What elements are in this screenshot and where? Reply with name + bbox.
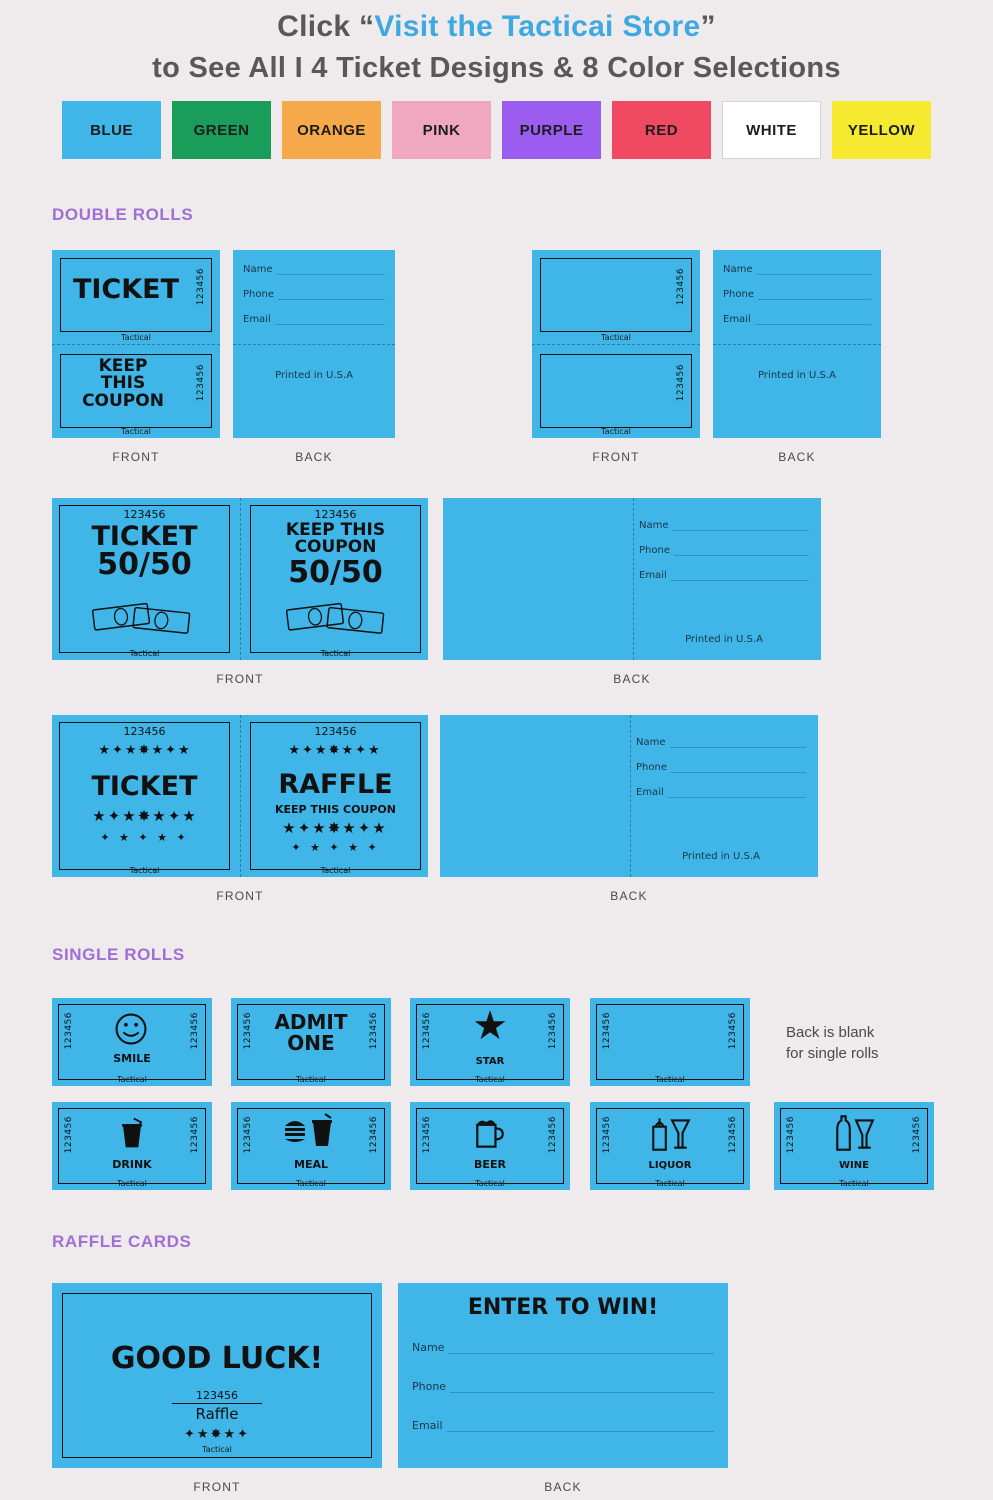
serial-right: 123456 [548, 1116, 558, 1154]
caption-back: BACK [613, 672, 651, 686]
swatch-label: PINK [422, 121, 461, 139]
serial-left: 123456 [602, 1116, 612, 1154]
note-line-2: for single rolls [786, 1045, 879, 1062]
field-phone [243, 289, 385, 300]
field-line[interactable] [758, 289, 871, 300]
brand-mark: Tactical [129, 649, 160, 658]
back-field-group [723, 264, 871, 339]
stars-bottom-right-2: ✦ ★ ✦ ★ ✦ [291, 841, 380, 854]
field-email [636, 787, 806, 798]
header-quote-close: ” [700, 10, 716, 43]
perforation [240, 498, 241, 660]
swatch-label: YELLOW [847, 121, 916, 139]
field-name [412, 1341, 714, 1354]
field-line[interactable] [671, 570, 809, 581]
double-roll-1-back [233, 250, 395, 438]
swatch-label: GREEN [193, 121, 250, 139]
printed-in-usa: Printed in U.S.A [682, 851, 760, 862]
serial-right: 123456 [190, 1116, 200, 1154]
double-roll-2-front [532, 250, 700, 438]
field-phone [723, 289, 871, 300]
brand-mark: Tactical [320, 649, 351, 658]
coupon-serial-vertical: 123456 [196, 364, 206, 402]
double-roll-raffle-front [52, 715, 428, 877]
cup-icon [114, 1114, 150, 1152]
printed-in-usa: Printed in U.S.A [275, 370, 353, 381]
serial-right: 123456 [728, 1012, 738, 1050]
ticket-serial-vertical: 123456 [196, 268, 206, 306]
back-field-group [412, 1341, 714, 1446]
field-email [412, 1419, 714, 1432]
serial-right: 123456 [314, 725, 357, 738]
ticket-inner-border [540, 354, 692, 428]
field-line[interactable] [275, 314, 385, 325]
swatch-label: PURPLE [519, 121, 584, 139]
field-line[interactable] [668, 787, 806, 798]
note-line-1: Back is blank [786, 1024, 875, 1041]
field-name [723, 264, 871, 275]
divider [172, 1403, 262, 1404]
brand-mark: Tactical [475, 1179, 505, 1188]
smiley-icon [114, 1012, 148, 1046]
star-icon: ★ [472, 1003, 508, 1049]
brand-mark: Tactical [117, 1075, 147, 1084]
caption-front: FRONT [112, 450, 160, 464]
back-field-group [636, 737, 806, 812]
label: BEER [474, 1158, 506, 1171]
double-roll-2-back [713, 250, 881, 438]
serial-left: 123456 [243, 1116, 253, 1154]
field-line[interactable] [757, 264, 871, 275]
single-roll-wine [774, 1102, 934, 1190]
coupon-words [64, 358, 182, 410]
burger-drink-icon [281, 1112, 341, 1152]
field-label: Name [636, 737, 666, 748]
field-line[interactable] [755, 314, 871, 325]
field-line[interactable] [277, 264, 385, 275]
caption-back: BACK [610, 889, 648, 903]
swatch-green[interactable] [172, 101, 271, 159]
brand-mark: Tactical [121, 333, 151, 342]
section-title-double-rolls: DOUBLE ROLLS [52, 205, 194, 224]
title-left [59, 521, 230, 583]
stars-top-right: ★✦★✸★✦★ [288, 743, 382, 758]
single-roll-admit-one [231, 998, 391, 1086]
section-title-raffle-cards: RAFFLE CARDS [52, 1232, 192, 1251]
field-line[interactable] [671, 762, 806, 773]
subtitle-right: KEEP THIS COUPON [275, 803, 396, 816]
single-roll-blank [590, 998, 750, 1086]
single-roll-back-note [786, 1022, 879, 1064]
serial-right: 123456 [190, 1012, 200, 1050]
serial-left: 123456 [123, 508, 166, 521]
brand-mark: Tactical [655, 1075, 685, 1084]
title-right-line-2: COUPON [294, 537, 377, 557]
serial-left: 123456 [602, 1012, 612, 1050]
double-roll-50-50-back [443, 498, 821, 660]
beer-mug-icon [470, 1114, 510, 1152]
swatch-label: ORANGE [297, 121, 366, 139]
label: DRINK [112, 1158, 152, 1171]
field-email [243, 314, 385, 325]
field-name [636, 737, 806, 748]
swatch-red[interactable] [612, 101, 711, 159]
brand-mark: Tactical [320, 866, 351, 875]
admit-one-text [261, 1012, 361, 1054]
ticket-inner-border [596, 1004, 744, 1080]
single-roll-drink [52, 1102, 212, 1190]
field-label: Name [243, 264, 273, 275]
back-field-group [639, 520, 809, 595]
stars-row: ✦★✸★✦ [184, 1427, 250, 1442]
section-title-single-rolls: SINGLE ROLLS [52, 945, 185, 964]
single-roll-meal [231, 1102, 391, 1190]
field-line[interactable] [278, 289, 385, 300]
stars-top-left: ★✦★✸★✦★ [98, 743, 192, 758]
single-roll-smile [52, 998, 212, 1086]
serial-right: 123456 [548, 1012, 558, 1050]
header-line-2: to See All I 4 Ticket Designs & 8 Color Selections [152, 52, 841, 84]
label: SMILE [113, 1052, 151, 1065]
perforation [532, 344, 700, 345]
perforation [633, 498, 634, 660]
printed-in-usa: Printed in U.S.A [685, 634, 763, 645]
field-line[interactable] [670, 737, 806, 748]
coupon-line-1: KEEP [98, 356, 148, 376]
title-left: TICKET [91, 771, 198, 802]
good-luck-text: GOOD LUCK! [110, 1341, 324, 1376]
card-serial: 123456 [196, 1389, 238, 1402]
label: LIQUOR [648, 1160, 692, 1171]
swatch-yellow[interactable] [832, 101, 931, 159]
label: MEAL [294, 1158, 328, 1171]
serial-right: 123456 [369, 1012, 379, 1050]
field-phone [636, 762, 806, 773]
caption-back: BACK [778, 450, 816, 464]
coupon-line-3: COUPON [82, 390, 164, 411]
caption-back: BACK [544, 1480, 582, 1494]
title-right-sub: 50/50 [288, 555, 383, 590]
field-label: Email [723, 314, 751, 325]
wine-bottle-glass-icon [822, 1110, 886, 1156]
field-label: Phone [639, 545, 670, 556]
field-line[interactable] [448, 1343, 714, 1354]
field-label: Email [636, 787, 664, 798]
label: STAR [475, 1056, 505, 1067]
title-right: RAFFLE [278, 769, 393, 800]
ticket-inner-border [540, 258, 692, 332]
serial-right: 123456 [369, 1116, 379, 1154]
swatch-blue[interactable] [62, 101, 161, 159]
brand-mark: Tactical [296, 1075, 326, 1084]
label: WINE [839, 1160, 869, 1171]
single-roll-star [410, 998, 570, 1086]
perforation [713, 344, 881, 345]
field-name [243, 264, 385, 275]
field-line[interactable] [450, 1382, 714, 1393]
title-right-line-1: KEEP THIS [285, 520, 386, 540]
brand-mark: Tactical [601, 427, 631, 436]
caption-back: BACK [295, 450, 333, 464]
brand-mark: Tactical [296, 1179, 326, 1188]
field-label: Name [723, 264, 753, 275]
field-line[interactable] [674, 545, 809, 556]
money-icon [88, 594, 198, 634]
title-right [250, 522, 421, 588]
serial-left: 123456 [786, 1116, 796, 1154]
field-line[interactable] [447, 1421, 714, 1432]
swatch-purple[interactable] [502, 101, 601, 159]
brand-mark: Tactical [655, 1179, 685, 1188]
brand-mark: Tactical [839, 1179, 869, 1188]
field-label: Phone [723, 289, 754, 300]
swatch-white[interactable] [722, 101, 821, 159]
field-label: Phone [412, 1380, 447, 1393]
title-left-word: TICKET [91, 521, 198, 552]
brand-mark: Tactical [117, 1179, 147, 1188]
stars-bottom-right: ★✦★✸★✦★ [282, 819, 388, 837]
raffle-card-back [398, 1283, 728, 1468]
field-label: Email [639, 570, 667, 581]
coupon-serial-vertical: 123456 [676, 364, 686, 402]
serial-right: 123456 [912, 1116, 922, 1154]
double-roll-raffle-back [440, 715, 818, 877]
stars-bottom-left-2: ✦ ★ ✦ ★ ✦ [100, 831, 189, 844]
header-line-1 [0, 10, 993, 44]
serial-right: 123456 [314, 508, 357, 521]
header [0, 0, 993, 85]
enter-to-win-text: ENTER TO WIN! [467, 1295, 659, 1320]
title-left-sub: 50/50 [97, 547, 192, 583]
bottle-glass-icon [638, 1110, 702, 1156]
caption-front: FRONT [592, 450, 640, 464]
brand-mark: Tactical [601, 333, 631, 342]
serial-left: 123456 [422, 1012, 432, 1050]
field-label: Phone [636, 762, 667, 773]
brand-mark: Tactical [129, 866, 160, 875]
printed-in-usa: Printed in U.S.A [758, 370, 836, 381]
caption-front: FRONT [216, 889, 264, 903]
double-roll-1-front [52, 250, 220, 438]
perforation [240, 715, 241, 877]
swatch-label: BLUE [90, 121, 133, 139]
color-swatch-row [0, 101, 993, 159]
perforation [630, 715, 631, 877]
field-phone [412, 1380, 714, 1393]
serial-right: 123456 [728, 1116, 738, 1154]
swatch-label: WHITE [746, 121, 797, 139]
field-label: Name [412, 1341, 445, 1354]
caption-front: FRONT [193, 1480, 241, 1494]
brand-mark: Tactical [202, 1445, 232, 1454]
swatch-label: RED [644, 121, 679, 139]
field-line[interactable] [673, 520, 809, 531]
header-brand-link[interactable]: Visit the Tacticai Store [374, 10, 701, 43]
field-label: Name [639, 520, 669, 531]
swatch-pink[interactable] [392, 101, 491, 159]
ticket-word: TICKET [72, 274, 180, 305]
card-subtitle: Raffle [195, 1405, 239, 1423]
brand-mark: Tactical [121, 427, 151, 436]
serial-left: 123456 [123, 725, 166, 738]
single-roll-beer [410, 1102, 570, 1190]
serial-left: 123456 [64, 1012, 74, 1050]
perforation [233, 344, 395, 345]
field-email [639, 570, 809, 581]
field-label: Email [412, 1419, 443, 1432]
double-roll-50-50-front [52, 498, 428, 660]
brand-mark: Tactical [475, 1075, 505, 1084]
serial-left: 123456 [64, 1116, 74, 1154]
field-name [639, 520, 809, 531]
money-icon [282, 594, 392, 634]
ticket-serial-vertical: 123456 [676, 268, 686, 306]
field-email [723, 314, 871, 325]
field-label: Phone [243, 289, 274, 300]
field-phone [639, 545, 809, 556]
stars-bottom-left: ★✦★✸★✦★ [92, 807, 198, 825]
admit-line-1: ADMIT [274, 1010, 348, 1034]
perforation [52, 344, 220, 345]
coupon-line-2: THIS [100, 373, 146, 394]
raffle-card-front [52, 1283, 382, 1468]
serial-left: 123456 [422, 1116, 432, 1154]
single-roll-liquor [590, 1102, 750, 1190]
admit-line-2: ONE [287, 1031, 335, 1055]
field-label: Email [243, 314, 271, 325]
back-field-group [243, 264, 385, 339]
caption-front: FRONT [216, 672, 264, 686]
header-click-text: Click “ [277, 10, 375, 43]
swatch-orange[interactable] [282, 101, 381, 159]
serial-left: 123456 [243, 1012, 253, 1050]
